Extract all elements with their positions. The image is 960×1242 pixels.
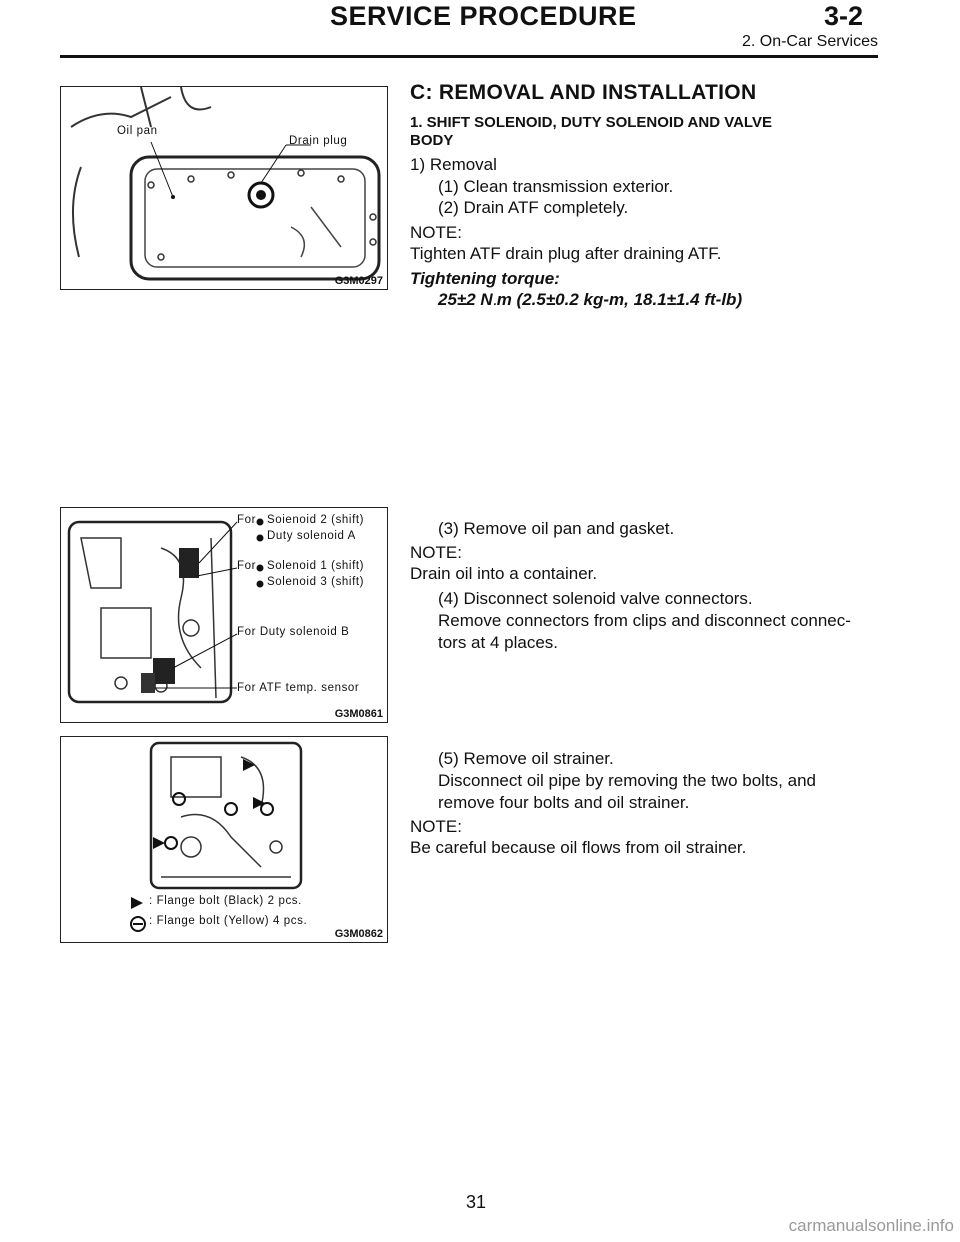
figure-label-solenoid-3: Solenoid 3 (shift) <box>267 576 365 588</box>
step-removal: 1) Removal <box>410 155 497 174</box>
step-2: (2) Drain ATF completely. <box>438 198 629 217</box>
torque-label: Tightening torque: <box>410 269 560 288</box>
figure-solenoid-connectors <box>60 507 388 723</box>
figure-oil-strainer <box>60 736 388 943</box>
figure-label-duty-solenoid-a: Duty solenoid A <box>267 530 356 542</box>
step-5-line2: Disconnect oil pipe by removing the two bolts, and <box>438 771 816 790</box>
figure-label-for-2: For <box>237 560 257 572</box>
figure-label-atf-temp-sensor: For ATF temp. sensor <box>237 682 360 694</box>
section-title: SERVICE PROCEDURE <box>330 1 637 31</box>
section-heading: C: REMOVAL AND INSTALLATION <box>410 81 757 104</box>
subheading-line2: BODY <box>410 132 454 149</box>
figure-label-flange-bolt-yellow: : Flange bolt (Yellow) 4 pcs. <box>149 915 308 927</box>
figure-id: G3M0862 <box>334 928 383 940</box>
subsection-title: 2. On-Car Services <box>741 33 878 50</box>
step-5: (5) Remove oil strainer. <box>438 749 614 768</box>
header-rule <box>60 55 878 58</box>
step-1: (1) Clean transmission exterior. <box>438 177 674 196</box>
figure-label-duty-solenoid-b: For Duty solenoid B <box>237 626 350 638</box>
watermark: carmanualsonline.info <box>788 1216 954 1235</box>
note-text: Be careful because oil flows from oil strainer. <box>410 838 747 857</box>
torque-dot: · <box>492 297 497 311</box>
step-4-line2: Remove connectors from clips and disconnect connec- <box>438 611 851 630</box>
step-4: (4) Disconnect solenoid valve connectors. <box>438 589 753 608</box>
note-text: Tighten ATF drain plug after draining ATF. <box>410 244 722 263</box>
figure-id: G3M0297 <box>334 275 383 287</box>
section-number: 3-2 <box>824 1 864 31</box>
torque-value-a: 25±2 N <box>438 290 493 309</box>
step-4-line3: tors at 4 places. <box>438 633 559 652</box>
step-5-line3: remove four bolts and oil strainer. <box>438 793 690 812</box>
note-label: NOTE: <box>410 223 462 242</box>
page-number: 31 <box>466 1192 487 1212</box>
figure-label-flange-bolt-black: : Flange bolt (Black) 2 pcs. <box>149 895 302 907</box>
figure-label-solenoid-2: Soienoid 2 (shift) <box>267 514 365 526</box>
subheading-line1: 1. SHIFT SOLENOID, DUTY SOLENOID AND VALVE <box>410 114 772 131</box>
figure-oil-pan <box>60 86 388 290</box>
figure-label-drain-plug: Drain plug <box>289 135 348 147</box>
torque-value <box>438 289 742 315</box>
figure-label-for-1: For <box>237 514 257 526</box>
figure-strainer-drawing <box>61 737 387 942</box>
figure-label-oil-pan: Oil pan <box>117 125 158 137</box>
note-label: NOTE: <box>410 543 462 562</box>
step-3: (3) Remove oil pan and gasket. <box>438 519 675 538</box>
figure-id: G3M0861 <box>334 708 383 720</box>
figure-oil-pan-drawing <box>61 87 387 289</box>
figure-label-solenoid-1: Solenoid 1 (shift) <box>267 560 365 572</box>
note-text: Drain oil into a container. <box>410 564 598 583</box>
note-label: NOTE: <box>410 817 462 836</box>
torque-value-b: m (2.5±0.2 kg-m, 18.1±1.4 ft-lb) <box>496 290 743 309</box>
